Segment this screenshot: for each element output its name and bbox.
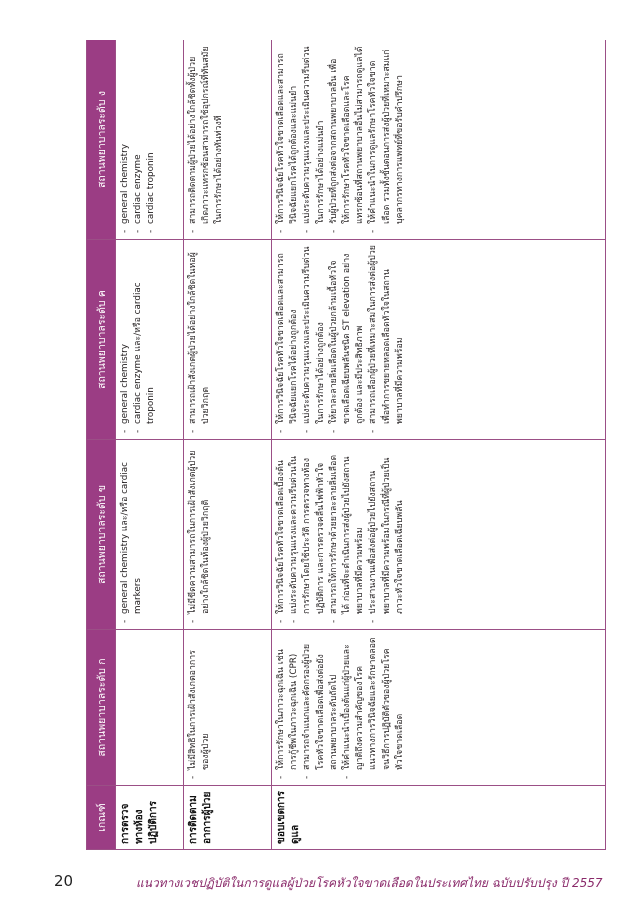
list-item: - แบ่งระดับความรุนแรงและประเมินความรีบด่วนในการรักษาได้อย่างถูกต้อง (301, 245, 327, 434)
header-level-a: สถานพยาบาลระดับ ก (87, 630, 116, 786)
list-item: - ให้การรักษาในภาวะฉุกเฉิน เช่น การกู้ชีพในภาวะฉุกเฉิน (CPR) (275, 635, 301, 780)
cell-level-d (116, 40, 184, 240)
rotated-table-container (86, 40, 606, 850)
list-item: - สามารถติดตามผู้ป่วยได้อย่างใกล้ชิดทั้งผู้ป่วยเกิดภาวะแทรกซ้อนสามารถใช้อุปกรณ์ที่ทันสมัยในการรักษาได้อย่างทันท่วงที (187, 45, 227, 234)
list-item: - สามารถจำแนกและคัดกรองผู้ป่วยโรคหัวใจขาดเลือดเพื่อส่งต่อยังสถานพยาบาลระดับถัดไป (301, 635, 341, 780)
page-number: 20 (54, 872, 74, 890)
list-item: - cardiac troponin (145, 45, 158, 234)
cell-level-c (272, 240, 606, 440)
list-item: - ให้คำแนะนำในการดูแลรักษาโรคหัวใจขาดเลือด รวมทั้งขั้นตอนการส่งผู้ป่วยที่เหมาะสมแก่บุคลากรทางการแพทย์ที่ขอรับคำปรึกษา (367, 45, 407, 234)
list-item: - รับผู้ป่วยที่ถูกส่งต่อจากสถานพยาบาลอื่น เพื่อให้การรักษาโรคหัวใจขาดเลือดและโรคแทรกซ้อนที่สถานพยาบาลอื่นไม่สามารถดูแลได้ (328, 45, 368, 234)
list-item: - ไม่มีสิทธิในการเฝ้าสังเกตอาการของผู้ป่วย (187, 635, 213, 780)
list-item: - สามารถเฝ้าสังเกตผู้ป่วยได้อย่างใกล้ชิดในหอผู้ป่วยวิกฤต (187, 245, 213, 434)
list-item: - general chemistry (119, 45, 132, 234)
cell-level-d (184, 40, 272, 240)
cell-level-b (272, 440, 606, 630)
header-level-b: สถานพยาบาลระดับ ข (87, 440, 116, 630)
list-item: - แบ่งระดับความรุนแรงและประเมินความรีบด่วนในการรักษาได้อย่างแม่นยำ (301, 45, 327, 234)
row-criterion-label: ขอบเขตการดูแล (272, 786, 606, 850)
row-criterion-label: การตรวจทางห้องปฏิบัติการ (116, 786, 184, 850)
landscape-table-frame (86, 40, 606, 850)
list-item: - ให้การวินิจฉัยโรคหัวใจขาดเลือดและสามารถวินิจฉัยแยกโรคได้ถูกต้องและแม่นยำ (275, 45, 301, 234)
cell-level-a (272, 630, 606, 786)
cell-level-d (272, 40, 606, 240)
table-header-row (87, 40, 116, 850)
page-footer-title: แนวทางเวชปฏิบัติในการดูแลผู้ป่วยโรคหัวใจขาดเลือดในประเทศไทย ฉบับปรับปรุง ปี 2557 (136, 876, 603, 890)
hospital-level-criteria-table (86, 40, 606, 850)
list-item: - general chemistry และ/หรือ cardiac markers (119, 445, 145, 624)
list-item: - ประสานงานเพื่อส่งต่อผู้ป่วยไปยังสถานพยาบาลที่มีความพร้อมในกรณีที่ผู้ป่วยเป็นภาวะหัวใจขาดเลือดเฉียบพลัน (367, 445, 407, 624)
list-item: - สามารถเลือกผู้ป่วยที่เหมาะสมในการส่งต่อผู้ป่วยเพื่อทำการขยายหลอดเลือดหัวใจในสถานพยาบาลที่มีความพร้อม (367, 245, 407, 434)
list-item: - ให้คำแนะนำเบื้องต้นแก่ผู้ป่วยและญาติถึงความสำคัญของโรค แนวทางการวินิจฉัยและรักษาตลอดจนวิธีการปฏิบัติตัวของผู้ป่วยโรคหัวใจขาดเลือด (341, 635, 407, 780)
list-item: - cardiac enzyme (132, 45, 145, 234)
cell-level-c (116, 240, 184, 440)
cell-level-c (184, 240, 272, 440)
list-item: - ให้การวินิจฉัยโรคหัวใจขาดเลือดและสามารถวินิจฉัยแยกโรคได้อย่างถูกต้อง (275, 245, 301, 434)
list-item: - ไม่มีขีดความสามารถในการเฝ้าสังเกตผู้ป่วยอย่างใกล้ชิดในห้องผู้ป่วยวิกฤติ (187, 445, 213, 624)
cell-level-b (184, 440, 272, 630)
list-item: - general chemistry (119, 245, 132, 434)
table-row (116, 40, 184, 850)
header-level-c: สถานพยาบาลระดับ ค (87, 240, 116, 440)
header-criterion: เกณฑ์ (87, 786, 116, 850)
header-level-d: สถานพยาบาลระดับ ง (87, 40, 116, 240)
table-row (184, 40, 272, 850)
list-item: - ให้การวินิจฉัยโรคหัวใจขาดเลือดเบื้องต้น (275, 445, 288, 624)
table-row (272, 40, 606, 850)
list-item: - cardiac enzyme และ/หรือ cardiac troponin (132, 245, 158, 434)
list-item: - สามารถให้การรักษาด้วยยาละลายลิ่มเลือดได้ ก่อนที่จะดำเนินการส่งผู้ป่วยไปยังสถานพยาบาลที่มีความพร้อม (328, 445, 368, 624)
cell-level-b (116, 440, 184, 630)
cell-level-a (116, 630, 184, 786)
list-item: - แบ่งระดับความรุนแรงและความรีบด่วนในการรักษาโดยใช้ประวัติ การตรวจทางห้องปฏิบัติการ และการตรวจคลื่นไฟฟ้าหัวใจ (288, 445, 328, 624)
list-item: - ให้ยาละลายลิ่มเลือดในผู้ป่วยกล้ามเนื้อหัวใจขาดเลือดเฉียบพลันชนิด ST elevation อย่างถูกต้อง และมีประสิทธิภาพ (328, 245, 368, 434)
cell-level-a (184, 630, 272, 786)
row-criterion-label: การติดตามอาการผู้ป่วย (184, 786, 272, 850)
